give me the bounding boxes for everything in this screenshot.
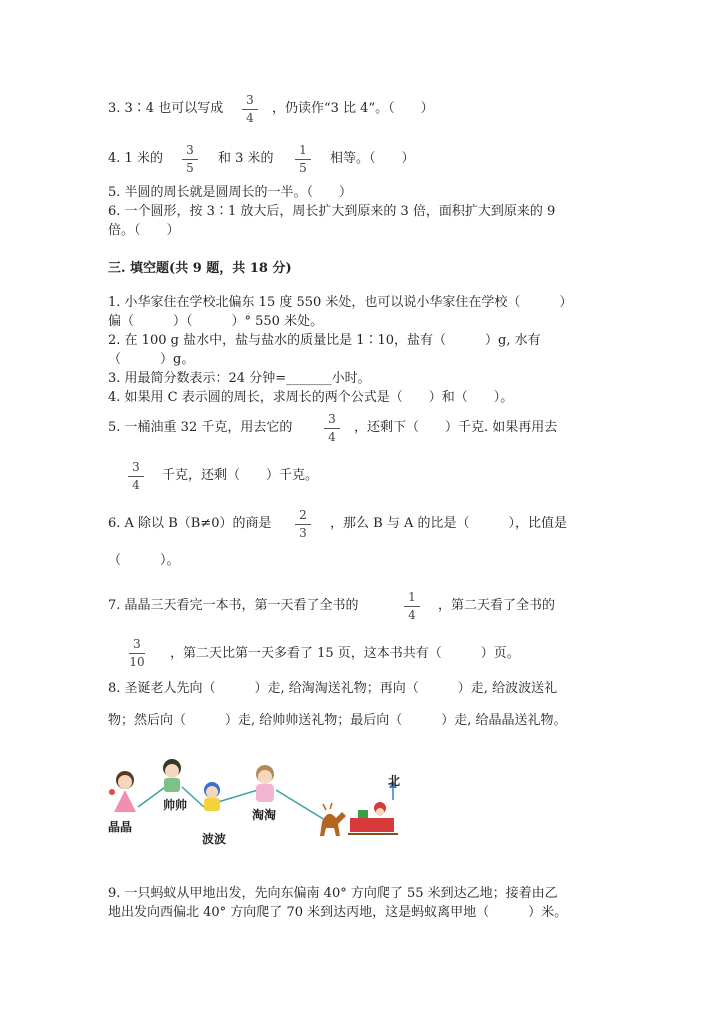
judge-q6-line1: 6. 一个圆形，按 3∶1 放大后，周长扩大到原来的 3 倍，面积扩大到原来的 9	[108, 204, 556, 219]
section3-title: 三. 填空题(共 9 题，共 18 分)	[108, 261, 292, 276]
judge-q5: 5. 半圆的周长就是圆周长的一半。（ ）	[108, 185, 353, 200]
fill-q3: 3. 用最简分数表示：24 分钟=_______小时。	[108, 371, 371, 386]
santa-route-map	[100, 752, 420, 852]
fraction-one-quarter: 1 4	[402, 590, 422, 623]
map-label-north: 北	[388, 774, 401, 788]
fraction-two-thirds: 2 3	[293, 508, 313, 541]
fill-q9-line2: 地出发向西偏北 40° 方向爬了 70 米到达丙地，这是蚂蚁离甲地（ ）米。	[108, 905, 568, 920]
fill-q8-line1: 8. 圣诞老人先向（ ）走, 给淘淘送礼物；再向（ ）走, 给波波送礼	[108, 681, 558, 696]
fraction-three-quarters-q5b: 3 4	[126, 460, 146, 493]
fill-q8-line2: 物；然后向（ ）走, 给帅帅送礼物；最后向（ ）走, 给晶晶送礼物。	[108, 713, 567, 728]
judge-q4-text-a: 4. 1 米的	[108, 151, 163, 166]
taotao-figure	[256, 765, 274, 802]
fill-q7-text-b: ，第二天看了全书的	[438, 598, 556, 613]
judge-q4-text-c: 相等。（ ）	[330, 151, 415, 166]
route-line-taotao-santa	[276, 790, 325, 820]
santa-sleigh-figure	[320, 802, 398, 836]
fill-q6-text-c: （ ）。	[108, 553, 180, 568]
fill-q6-text-a: 6. A 除以 B（B≠0）的商是	[108, 516, 272, 531]
judge-q3-text-a: 3. 3∶4 也可以写成	[108, 101, 224, 116]
fill-q1-line2: 偏（ ）（ ）° 550 米处。	[108, 314, 324, 329]
fraction-three-tenths: 3 10	[129, 637, 145, 669]
map-label-bobo: 波波	[202, 832, 227, 846]
route-line-bobo-taotao	[218, 790, 258, 802]
fill-q9-line1: 9. 一只蚂蚁从甲地出发，先向东偏南 40° 方向爬了 55 米到达乙地；接着由乙	[108, 886, 558, 901]
fill-q5-text-c: 千克，还剩（ ）千克。	[162, 468, 319, 483]
map-label-jingjing: 晶晶	[108, 820, 133, 834]
fill-q2-line2: （ ）g。	[108, 352, 195, 367]
fill-q4: 4. 如果用 C 表示圆的周长，求周长的两个公式是（ ）和（ ）。	[108, 390, 514, 405]
fraction-three-quarters: 3 4	[240, 93, 260, 126]
fraction-one-fifth: 1 5	[293, 143, 313, 176]
fill-q7-text-c: ，第二天比第一天多看了 15 页，这本书共有（ ）页。	[170, 646, 520, 661]
judge-q4-text-b: 和 3 米的	[218, 151, 274, 166]
fraction-three-quarters-q5a: 3 4	[322, 412, 342, 445]
fill-q5-text-a: 5. 一桶油重 32 千克，用去它的	[108, 420, 293, 435]
fill-q7-text-a: 7. 晶晶三天看完一本书，第一天看了全书的	[108, 598, 359, 613]
map-label-shuaishuai: 帅帅	[163, 798, 188, 812]
fraction-three-fifths: 3 5	[180, 143, 200, 176]
fill-q1-line1: 1. 小华家住在学校北偏东 15 度 550 米处，也可以说小华家住在学校（ ）	[108, 295, 573, 310]
fill-q2-line1: 2. 在 100 g 盐水中，盐与盐水的质量比是 1∶10，盐有（ ）g, 水有	[108, 333, 541, 348]
fill-q5-text-b: ，还剩下（ ）千克. 如果再用去	[354, 420, 558, 435]
shuaishuai-figure	[163, 759, 181, 792]
fill-q6-text-b: ，那么 B 与 A 的比是（ ），比值是	[330, 516, 567, 531]
judge-q6-line2: 倍。（ ）	[108, 223, 180, 238]
judge-q3-text-b: ，仍读作“3 比 4”。（ ）	[272, 101, 434, 116]
bobo-figure	[204, 782, 220, 811]
jingjing-figure	[109, 771, 136, 812]
map-label-taotao: 淘淘	[252, 808, 277, 822]
